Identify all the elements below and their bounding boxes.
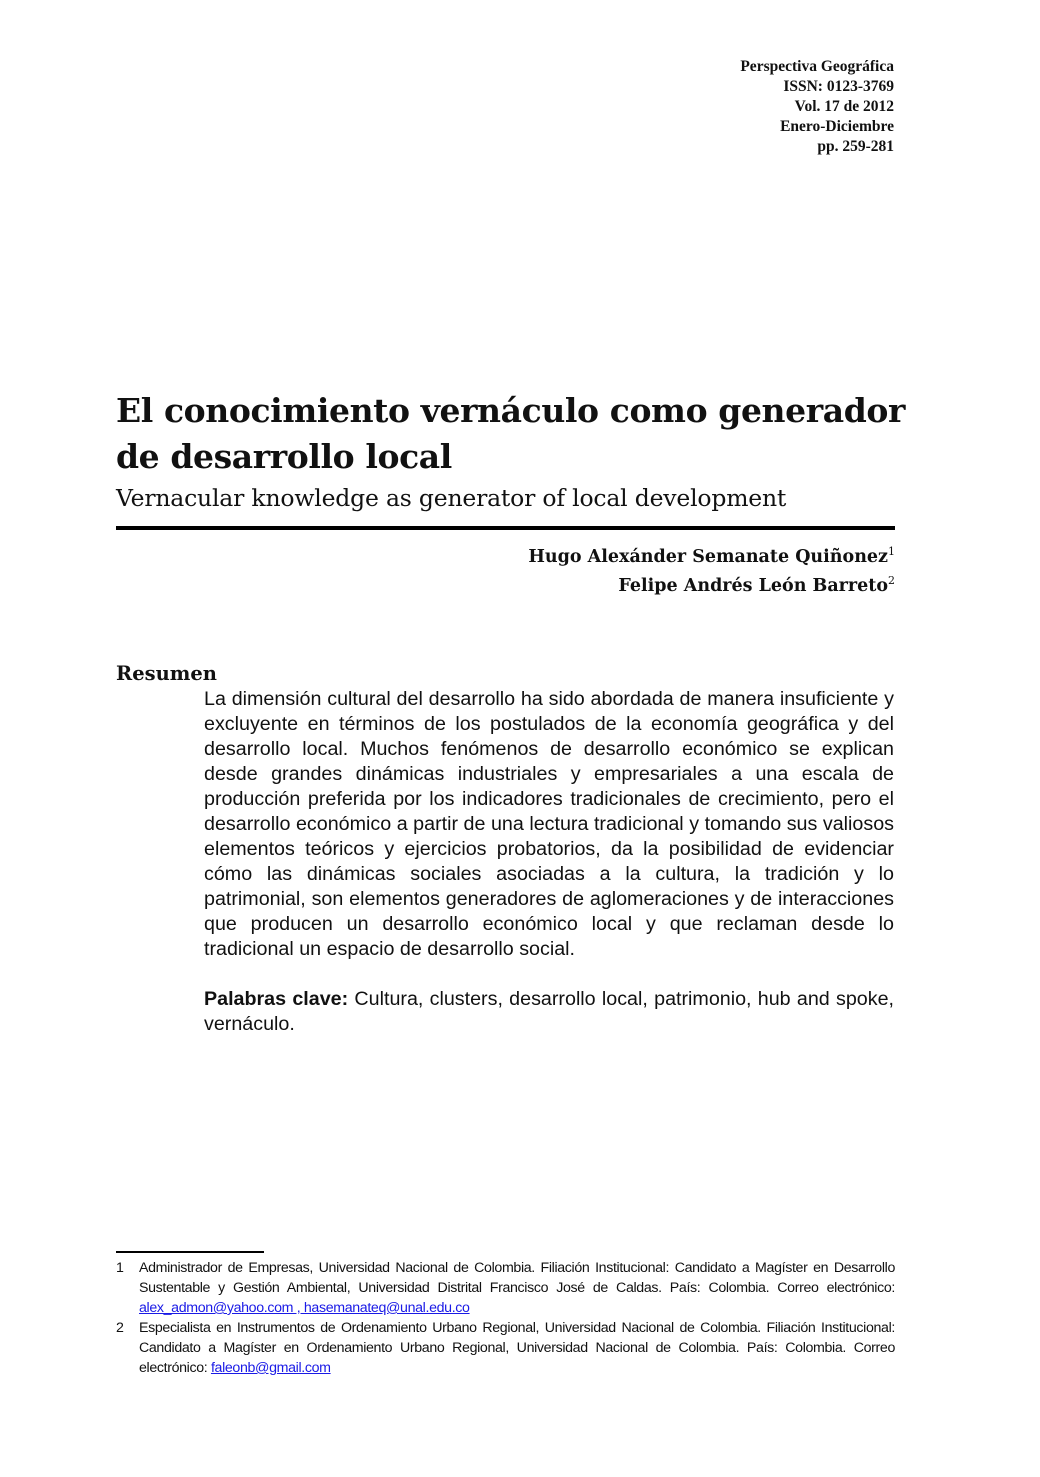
footnote-number: 1 (116, 1260, 124, 1276)
journal-period: Enero-Diciembre (780, 118, 894, 135)
author-footnote-marker: 2 (888, 574, 895, 587)
footnotes (116, 1258, 895, 1378)
footnote-email-link[interactable]: alex_admon@yahoo.com , hasemanateq@unal.edu.co (139, 1300, 470, 1316)
author-2 (528, 572, 895, 601)
article-subtitle: Vernacular knowledge as generator of local development (116, 484, 787, 512)
keywords-label: Palabras clave: (204, 988, 349, 1010)
footnote-text: Administrador de Empresas, Universidad Nacional de Colombia. Filiación Institucional: Candidato a Magíster en Desarrollo Sustentable y Gestión Ambiental, Universidad Distrital Francisco José de Caldas. País: Colombia. Correo electrónico: (139, 1260, 895, 1296)
journal-pages: pp. 259-281 (817, 138, 894, 155)
author-list (528, 543, 895, 601)
keywords-text: Cultura, clusters, desarrollo local, patrimonio, hub and spoke, vernáculo. (204, 988, 894, 1035)
journal-name: Perspectiva Geográfica (740, 58, 894, 75)
keywords (204, 987, 894, 1037)
footnote-1 (116, 1258, 895, 1318)
author-1 (528, 543, 895, 572)
article-title (116, 388, 916, 480)
abstract-text: La dimensión cultural del desarrollo ha sido abordada de manera insuficiente y excluyente en términos de los postulados de la economía geográfica y del desarrollo local. Muchos fenómenos de desarrollo económico se explican desde grandes dinámicas industriales y empresariales a una escala de producción preferida por los indicadores tradicionales de crecimiento, pero el desarrollo económico a partir de una lectura tradicional y tomando sus valiosos elementos teóricos y ejercicios probatorios, da la posibilidad de evidenciar cómo las dinámicas sociales asociadas a la cultura, la tradición y lo patrimonial, son elementos generadores de aglomeraciones y de interacciones que producen un desarrollo económico local y que reclaman desde lo tradicional un espacio de desarrollo social. (204, 688, 894, 960)
author-footnote-marker: 1 (888, 545, 895, 558)
article-title-line-1: El conocimiento vernáculo como generador (116, 391, 905, 430)
journal-info (740, 57, 894, 157)
footnote-text: Especialista en Instrumentos de Ordenamiento Urbano Regional, Universidad Nacional de Colombia. Filiación Institucional: Candidato a Magíster en Ordenamiento Urbano Regional, Universidad Nacional de Colombia. País: Colombia. Correo electrónico: (139, 1320, 895, 1376)
footnote-number: 2 (116, 1320, 124, 1336)
footnote-email-link[interactable]: faleonb@gmail.com (210, 1360, 331, 1376)
footnote-divider (116, 1251, 264, 1253)
footnote-2 (116, 1318, 895, 1378)
article-title-line-2: de desarrollo local (116, 437, 452, 476)
author-name: Hugo Alexánder Semanate Quiñonez (528, 547, 888, 567)
journal-volume: Vol. 17 de 2012 (794, 98, 894, 115)
author-name: Felipe Andrés León Barreto (618, 576, 888, 596)
abstract-heading: Resumen (116, 662, 217, 685)
title-divider (116, 526, 895, 530)
journal-issn: ISSN: 0123-3769 (783, 78, 894, 95)
